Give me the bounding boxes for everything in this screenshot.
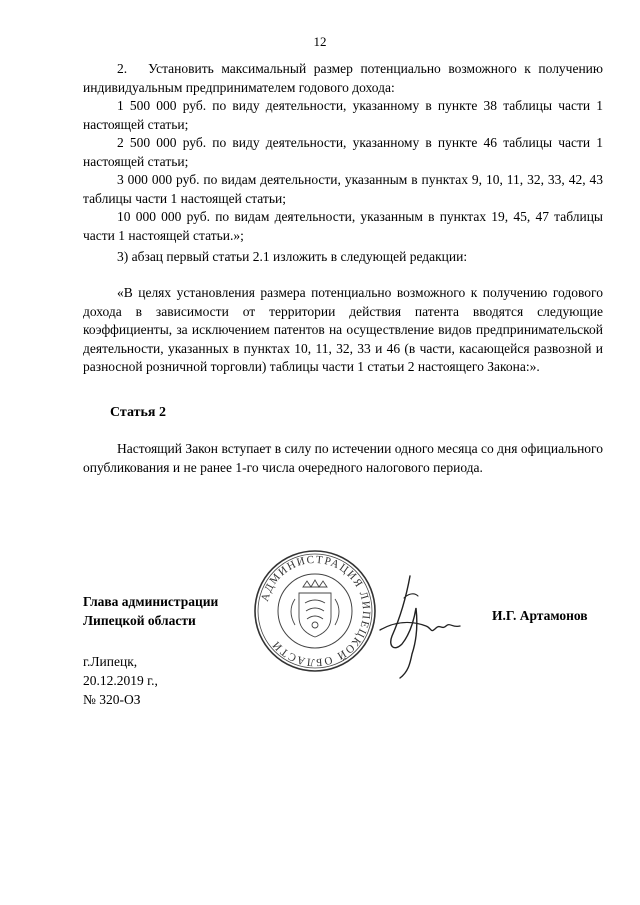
svg-text:АДМИНИСТРАЦИЯ ЛИПЕЦКОЙ ОБЛАСТИ: [259, 554, 372, 668]
seal-text: АДМИНИСТРАЦИЯ ЛИПЕЦКОЙ ОБЛАСТИ: [258, 553, 373, 669]
item-3-section: [83, 248, 603, 267]
article-2-heading: Статья 2: [110, 405, 166, 420]
item-3-intro: 3) абзац первый статьи 2.1 изложить в следующей редакции:: [117, 249, 468, 264]
item-2-section: [83, 60, 603, 245]
item-3-quote-block: [83, 284, 603, 377]
signatory-title: [83, 592, 218, 630]
signatory-title-line-1: Глава администрации: [83, 594, 219, 609]
place-city: г.Липецк,: [83, 654, 138, 669]
item-2-line-4: 10 000 000 руб. по видам деятельности, указанным в пунктах 19, 45, 47 таблицы части 1 настоящей статьи.»;: [83, 209, 603, 243]
official-seal-stamp: [252, 548, 378, 674]
article-2-body: [83, 440, 603, 477]
item-2-line-1: 1 500 000 руб. по виду деятельности, указанному в пункте 38 таблицы части 1 настоящей статьи;: [83, 98, 603, 132]
article-2-text: Настоящий Закон вступает в силу по истечении одного месяца со дня официального опубликования и не ранее 1-го числа очередного налогового периода.: [83, 441, 603, 475]
place-date-block: [83, 652, 158, 709]
item-2-line-3: 3 000 000 руб. по видам деятельности, указанным в пунктах 9, 10, 11, 32, 33, 42, 43 таблицы части 1 настоящей статьи;: [83, 172, 603, 206]
item-2-line-2: 2 500 000 руб. по виду деятельности, указанному в пункте 46 таблицы части 1 настоящей статьи;: [83, 135, 603, 169]
coat-of-arms-icon: [291, 580, 339, 637]
signatory-title-line-2: Липецкой области: [83, 613, 196, 628]
law-number: № 320-ОЗ: [83, 692, 141, 707]
signer-name: И.Г. Артамонов: [492, 608, 588, 623]
page-number: 12: [313, 34, 327, 49]
item-2-intro: 2. Установить максимальный размер потенциально возможного к получению индивидуальным предпринимателем годового дохода:: [83, 61, 603, 95]
law-date: 20.12.2019 г.,: [83, 673, 158, 688]
item-3-quote: «В целях установления размера потенциально возможного к получению годового дохода в зависимости от территории действия патента вводятся следующие коэффициенты, за исключением патентов на осуществление видов предпринимательской деятельности, указанных в пунктах 10, 11, 32, 33 и 46 (в части, касающейся развозной и разносной розничной торговли) таблицы части 1 статьи 2 настоящего Закона:».: [83, 285, 603, 374]
handwritten-signature: [370, 568, 465, 683]
